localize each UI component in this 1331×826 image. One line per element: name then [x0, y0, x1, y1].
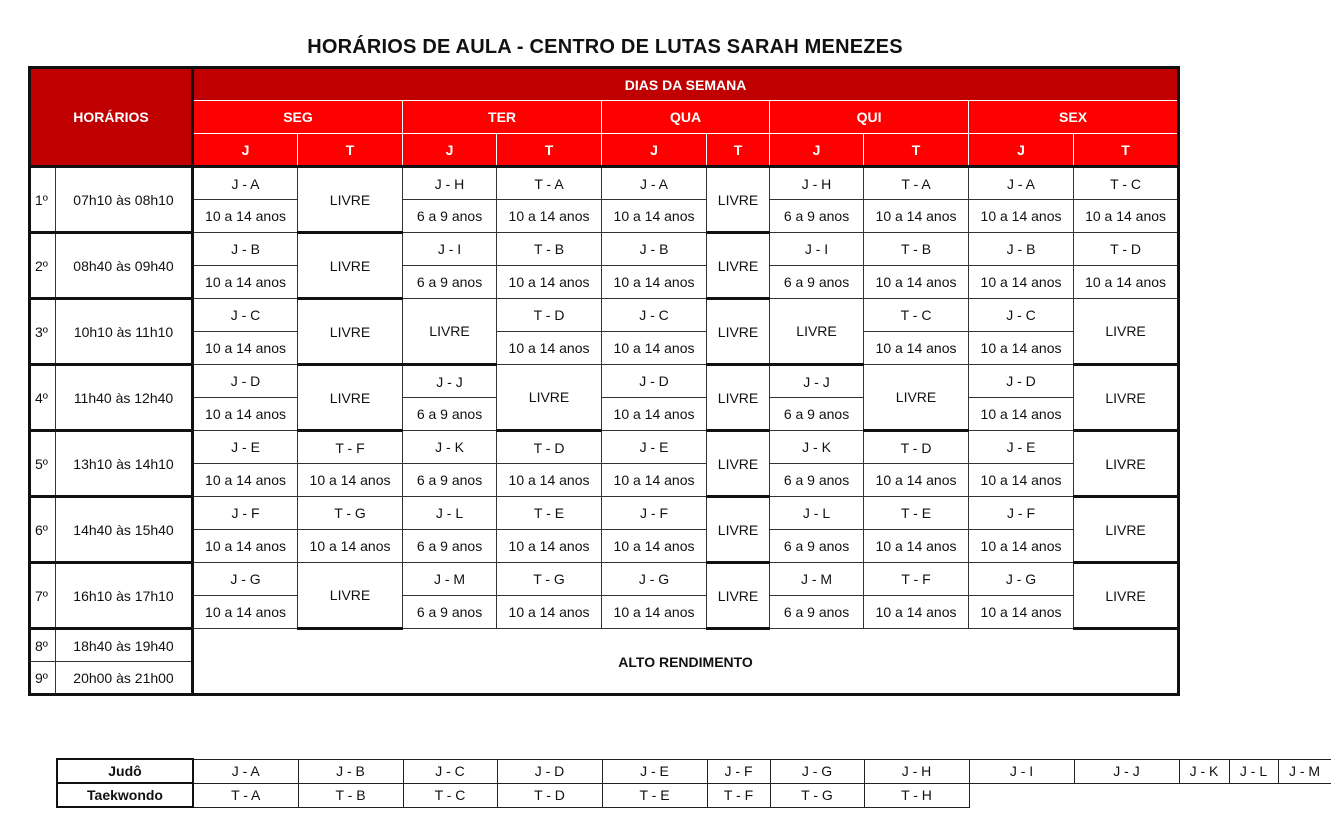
- cell-age: 10 a 14 anos: [864, 530, 969, 563]
- period-index: 8º: [30, 629, 56, 662]
- schedule-row: [30, 563, 1179, 596]
- legend-item: J - B: [298, 759, 403, 783]
- schedule-row: [30, 497, 1179, 530]
- cell-class: J - D: [602, 365, 707, 398]
- cell-livre: LIVRE: [1074, 365, 1179, 431]
- cell-age: 10 a 14 anos: [497, 332, 602, 365]
- cell-age: 10 a 14 anos: [497, 530, 602, 563]
- cell-age: 10 a 14 anos: [602, 266, 707, 299]
- cell-age: 10 a 14 anos: [969, 530, 1074, 563]
- cell-class: T - G: [298, 497, 403, 530]
- cell-class: J - C: [602, 299, 707, 332]
- cell-age: 6 a 9 anos: [770, 596, 864, 629]
- cell-age: 10 a 14 anos: [864, 200, 969, 233]
- cell-livre: LIVRE: [864, 365, 969, 431]
- header-day-ter: TER: [403, 101, 602, 134]
- header-j: J: [770, 134, 864, 167]
- period-index: 9º: [30, 662, 56, 695]
- cell-age: 6 a 9 anos: [403, 530, 497, 563]
- header-day-qua: QUA: [602, 101, 770, 134]
- schedule-row: [30, 431, 1179, 464]
- cell-class: T - F: [864, 563, 969, 596]
- cell-age: 10 a 14 anos: [602, 464, 707, 497]
- cell-age: 10 a 14 anos: [193, 530, 298, 563]
- schedule-row: [30, 398, 1179, 431]
- page-title: HORÁRIOS DE AULA - CENTRO DE LUTAS SARAH MENEZES: [307, 36, 903, 58]
- legend-item: J - A: [193, 759, 298, 783]
- cell-age: 10 a 14 anos: [497, 266, 602, 299]
- legend-item: J - G: [770, 759, 864, 783]
- legend-item: J - M: [1278, 759, 1331, 783]
- cell-class: J - H: [403, 167, 497, 200]
- cell-class: J - F: [193, 497, 298, 530]
- cell-age: 10 a 14 anos: [1074, 200, 1179, 233]
- legend-item: J - F: [707, 759, 770, 783]
- header-t: T: [707, 134, 770, 167]
- cell-class: J - C: [969, 299, 1074, 332]
- schedule-row: [30, 629, 1179, 662]
- cell-class: T - C: [864, 299, 969, 332]
- cell-livre: LIVRE: [298, 365, 403, 431]
- period-time: 11h40 às 12h40: [56, 365, 193, 431]
- header-horarios: HORÁRIOS: [30, 68, 193, 167]
- header-day-qui: QUI: [770, 101, 969, 134]
- cell-age: 10 a 14 anos: [497, 464, 602, 497]
- cell-class: J - B: [602, 233, 707, 266]
- cell-class: T - B: [497, 233, 602, 266]
- legend-empty: [1229, 783, 1278, 807]
- cell-age: 6 a 9 anos: [770, 200, 864, 233]
- cell-class: J - G: [969, 563, 1074, 596]
- schedule-row: [30, 233, 1179, 266]
- cell-age: 10 a 14 anos: [969, 596, 1074, 629]
- cell-class: T - D: [864, 431, 969, 464]
- legend-table: [56, 758, 1331, 808]
- period-time: 16h10 às 17h10: [56, 563, 193, 629]
- cell-class: T - D: [497, 431, 602, 464]
- cell-livre: LIVRE: [707, 365, 770, 431]
- header-j: J: [403, 134, 497, 167]
- cell-class: J - J: [403, 365, 497, 398]
- cell-livre: LIVRE: [298, 233, 403, 299]
- cell-class: J - H: [770, 167, 864, 200]
- period-time: 13h10 às 14h10: [56, 431, 193, 497]
- cell-age: 10 a 14 anos: [969, 398, 1074, 431]
- cell-class: J - B: [193, 233, 298, 266]
- cell-age: 10 a 14 anos: [193, 332, 298, 365]
- cell-livre: LIVRE: [707, 167, 770, 233]
- legend-row-taekwondo: [57, 783, 1331, 807]
- legend-item: T - D: [497, 783, 602, 807]
- cell-age: 10 a 14 anos: [602, 596, 707, 629]
- legend-item: J - D: [497, 759, 602, 783]
- schedule-row: [30, 596, 1179, 629]
- legend-item: T - G: [770, 783, 864, 807]
- cell-class: J - I: [403, 233, 497, 266]
- cell-class: J - A: [602, 167, 707, 200]
- legend-item: J - E: [602, 759, 707, 783]
- legend-item: J - H: [864, 759, 969, 783]
- cell-age: 10 a 14 anos: [497, 200, 602, 233]
- cell-age: 10 a 14 anos: [602, 530, 707, 563]
- cell-class: T - D: [497, 299, 602, 332]
- cell-class: J - F: [969, 497, 1074, 530]
- header-j: J: [602, 134, 707, 167]
- cell-age: 10 a 14 anos: [193, 596, 298, 629]
- cell-livre: LIVRE: [403, 299, 497, 365]
- cell-age: 10 a 14 anos: [193, 398, 298, 431]
- period-time: 14h40 às 15h40: [56, 497, 193, 563]
- period-index: 3º: [30, 299, 56, 365]
- legend-empty: [1278, 783, 1331, 807]
- cell-livre: LIVRE: [298, 299, 403, 365]
- cell-class: J - J: [770, 365, 864, 398]
- cell-class: J - E: [969, 431, 1074, 464]
- cell-class: J - K: [770, 431, 864, 464]
- schedule-row: [30, 530, 1179, 563]
- schedule-row: [30, 200, 1179, 233]
- cell-age: 10 a 14 anos: [193, 200, 298, 233]
- cell-class: T - A: [497, 167, 602, 200]
- legend-item: T - B: [298, 783, 403, 807]
- cell-age: 10 a 14 anos: [193, 266, 298, 299]
- cell-age: 10 a 14 anos: [497, 596, 602, 629]
- cell-class: J - E: [193, 431, 298, 464]
- legend-item: J - K: [1179, 759, 1229, 783]
- cell-class: T - C: [1074, 167, 1179, 200]
- cell-class: T - F: [298, 431, 403, 464]
- cell-livre: LIVRE: [707, 233, 770, 299]
- cell-age: 6 a 9 anos: [403, 266, 497, 299]
- cell-class: J - K: [403, 431, 497, 464]
- cell-age: 10 a 14 anos: [969, 266, 1074, 299]
- period-time: 10h10 às 11h10: [56, 299, 193, 365]
- cell-age: 10 a 14 anos: [602, 398, 707, 431]
- schedule-row: [30, 167, 1179, 200]
- period-index: 2º: [30, 233, 56, 299]
- schedule-row: [30, 332, 1179, 365]
- cell-class: T - G: [497, 563, 602, 596]
- cell-class: J - I: [770, 233, 864, 266]
- schedule-table: [28, 66, 1180, 696]
- legend-item: T - A: [193, 783, 298, 807]
- legend-item: T - E: [602, 783, 707, 807]
- legend-item: J - I: [969, 759, 1074, 783]
- header-j: J: [193, 134, 298, 167]
- cell-livre: LIVRE: [707, 299, 770, 365]
- cell-livre: LIVRE: [298, 563, 403, 629]
- cell-class: J - D: [193, 365, 298, 398]
- cell-livre: LIVRE: [707, 497, 770, 563]
- period-time: 18h40 às 19h40: [56, 629, 193, 662]
- cell-livre: LIVRE: [1074, 563, 1179, 629]
- header-t: T: [497, 134, 602, 167]
- alto-rendimento: ALTO RENDIMENTO: [193, 629, 1179, 695]
- legend-label-judo: Judô: [57, 759, 193, 783]
- cell-class: J - C: [193, 299, 298, 332]
- period-time: 08h40 às 09h40: [56, 233, 193, 299]
- legend-item: T - F: [707, 783, 770, 807]
- cell-livre: LIVRE: [707, 431, 770, 497]
- header-t: T: [1074, 134, 1179, 167]
- period-time: 20h00 às 21h00: [56, 662, 193, 695]
- period-time: 07h10 às 08h10: [56, 167, 193, 233]
- cell-livre: LIVRE: [298, 167, 403, 233]
- cell-livre: LIVRE: [1074, 299, 1179, 365]
- cell-class: T - D: [1074, 233, 1179, 266]
- legend-item: J - C: [403, 759, 497, 783]
- cell-age: 10 a 14 anos: [298, 464, 403, 497]
- period-index: 7º: [30, 563, 56, 629]
- cell-age: 10 a 14 anos: [864, 596, 969, 629]
- period-index: 1º: [30, 167, 56, 233]
- cell-class: J - G: [193, 563, 298, 596]
- cell-class: J - F: [602, 497, 707, 530]
- schedule-row: [30, 464, 1179, 497]
- legend-empty: [1179, 783, 1229, 807]
- schedule-row: [30, 365, 1179, 398]
- cell-age: 6 a 9 anos: [403, 464, 497, 497]
- legend-empty: [1074, 783, 1179, 807]
- schedule-row: [30, 299, 1179, 332]
- cell-livre: LIVRE: [770, 299, 864, 365]
- cell-age: 6 a 9 anos: [403, 596, 497, 629]
- period-index: 4º: [30, 365, 56, 431]
- cell-class: J - D: [969, 365, 1074, 398]
- cell-livre: LIVRE: [1074, 431, 1179, 497]
- cell-age: 10 a 14 anos: [969, 464, 1074, 497]
- cell-class: J - A: [969, 167, 1074, 200]
- cell-age: 6 a 9 anos: [770, 398, 864, 431]
- cell-class: T - B: [864, 233, 969, 266]
- header-day-seg: SEG: [193, 101, 403, 134]
- legend-item: T - C: [403, 783, 497, 807]
- header-t: T: [864, 134, 969, 167]
- header-j: J: [969, 134, 1074, 167]
- cell-age: 10 a 14 anos: [602, 332, 707, 365]
- period-index: 6º: [30, 497, 56, 563]
- cell-age: 10 a 14 anos: [864, 266, 969, 299]
- header-day-sex: SEX: [969, 101, 1179, 134]
- cell-age: 10 a 14 anos: [298, 530, 403, 563]
- cell-class: J - E: [602, 431, 707, 464]
- cell-class: J - G: [602, 563, 707, 596]
- cell-class: J - L: [770, 497, 864, 530]
- cell-age: 10 a 14 anos: [969, 332, 1074, 365]
- cell-age: 6 a 9 anos: [403, 200, 497, 233]
- legend-item: J - J: [1074, 759, 1179, 783]
- legend-label-taekwondo: Taekwondo: [57, 783, 193, 807]
- legend-empty: [969, 783, 1074, 807]
- cell-age: 6 a 9 anos: [770, 530, 864, 563]
- cell-class: J - M: [403, 563, 497, 596]
- legend-item: T - H: [864, 783, 969, 807]
- cell-age: 10 a 14 anos: [193, 464, 298, 497]
- cell-age: 10 a 14 anos: [1074, 266, 1179, 299]
- legend-item: J - L: [1229, 759, 1278, 783]
- legend-row-judo: [57, 759, 1331, 783]
- cell-livre: LIVRE: [707, 563, 770, 629]
- cell-age: 6 a 9 anos: [770, 464, 864, 497]
- cell-class: T - A: [864, 167, 969, 200]
- cell-class: T - E: [497, 497, 602, 530]
- period-index: 5º: [30, 431, 56, 497]
- cell-age: 6 a 9 anos: [770, 266, 864, 299]
- cell-class: J - A: [193, 167, 298, 200]
- cell-class: T - E: [864, 497, 969, 530]
- header-t: T: [298, 134, 403, 167]
- cell-livre: LIVRE: [497, 365, 602, 431]
- cell-age: 10 a 14 anos: [969, 200, 1074, 233]
- cell-class: J - M: [770, 563, 864, 596]
- cell-age: 10 a 14 anos: [864, 332, 969, 365]
- cell-livre: LIVRE: [1074, 497, 1179, 563]
- cell-class: J - L: [403, 497, 497, 530]
- schedule-row: [30, 266, 1179, 299]
- cell-class: J - B: [969, 233, 1074, 266]
- header-dias-semana: DIAS DA SEMANA: [193, 68, 1179, 101]
- cell-age: 10 a 14 anos: [864, 464, 969, 497]
- cell-age: 6 a 9 anos: [403, 398, 497, 431]
- cell-age: 10 a 14 anos: [602, 200, 707, 233]
